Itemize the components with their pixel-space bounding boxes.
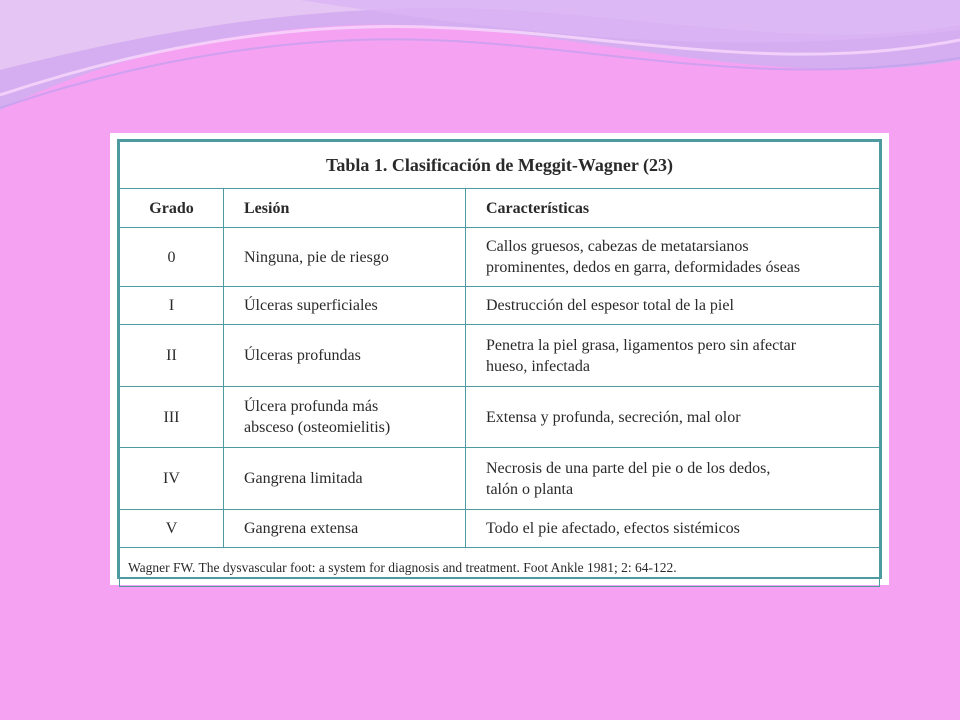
- lesion-cell: [224, 448, 466, 510]
- table-row: [120, 325, 880, 387]
- grade-cell: III: [120, 387, 224, 448]
- meggit-wagner-table: [119, 141, 880, 587]
- table-footnote: Wagner FW. The dysvascular foot: a system for diagnosis and treatment. Foot Ankle 1981; 2: 64-122.: [120, 548, 880, 587]
- table-title-row: [120, 142, 880, 189]
- lesion-line: Úlcera profunda más: [244, 398, 379, 415]
- caracteristicas-line: Todo el pie afectado, efectos sistémicos: [486, 520, 740, 537]
- lesion-cell: [224, 228, 466, 287]
- caracteristicas-cell: [466, 228, 880, 287]
- header-grado: Grado: [120, 189, 224, 228]
- grade-cell: II: [120, 325, 224, 387]
- grade-cell: I: [120, 287, 224, 325]
- caracteristicas-line: talón o planta: [486, 480, 574, 498]
- lesion-cell: [224, 387, 466, 448]
- table-row: [120, 448, 880, 510]
- caracteristicas-line: Callos gruesos, cabezas de metatarsianos: [486, 238, 749, 255]
- table-footer-row: [120, 548, 880, 587]
- grade-cell: 0: [120, 228, 224, 287]
- caracteristicas-line: Penetra la piel grasa, ligamentos pero sin afectar: [486, 336, 797, 354]
- lesion-line: Gangrena limitada: [244, 470, 363, 487]
- caracteristicas-line: prominentes, dedos en garra, deformidades óseas: [486, 259, 801, 276]
- caracteristicas-cell: [466, 510, 880, 548]
- lesion-cell: [224, 510, 466, 548]
- lesion-line: absceso (osteomielitis): [244, 419, 391, 436]
- lesion-cell: [224, 325, 466, 387]
- lesion-line: Úlceras profundas: [244, 347, 361, 364]
- lesion-line: Ninguna, pie de riesgo: [244, 248, 389, 266]
- caracteristicas-cell: [466, 387, 880, 448]
- grade-cell: V: [120, 510, 224, 548]
- table-header-row: [120, 189, 880, 228]
- lesion-cell: [224, 287, 466, 325]
- table-row: [120, 387, 880, 448]
- grade-cell: IV: [120, 448, 224, 510]
- lesion-line: Úlceras superficiales: [244, 297, 378, 314]
- table-title: Tabla 1. Clasificación de Meggit-Wagner (23): [120, 142, 880, 189]
- table-frame: [117, 139, 882, 579]
- caracteristicas-cell: [466, 287, 880, 325]
- table-row: [120, 287, 880, 325]
- caracteristicas-cell: [466, 448, 880, 510]
- table-row: [120, 228, 880, 287]
- lesion-line: Gangrena extensa: [244, 520, 359, 537]
- header-caracteristicas: Características: [466, 189, 880, 228]
- caracteristicas-line: Necrosis de una parte del pie o de los dedos,: [486, 459, 771, 477]
- caracteristicas-cell: [466, 325, 880, 387]
- header-lesion: Lesión: [224, 189, 466, 228]
- classification-table-image: [110, 133, 889, 585]
- caracteristicas-line: Destrucción del espesor total de la piel: [486, 297, 734, 314]
- caracteristicas-line: Extensa y profunda, secreción, mal olor: [486, 408, 741, 426]
- caracteristicas-line: hueso, infectada: [486, 357, 590, 375]
- table-row: [120, 510, 880, 548]
